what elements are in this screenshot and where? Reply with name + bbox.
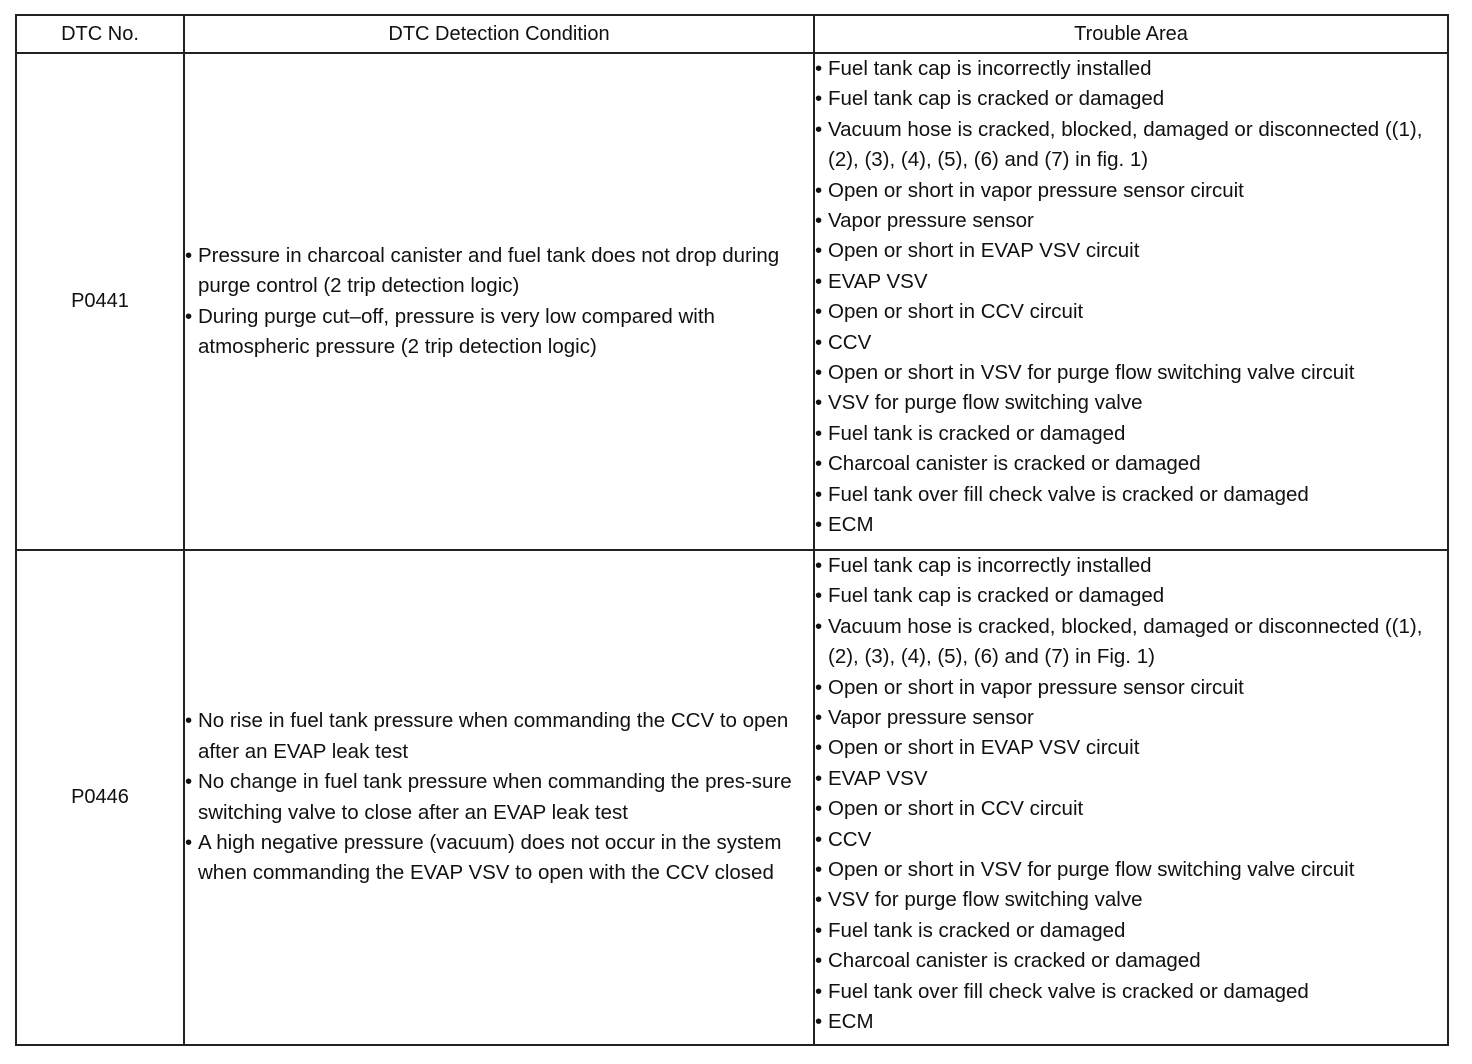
header-row [16,15,1448,53]
trouble-area-item: • Fuel tank over fill check valve is cracked or damaged [815,977,1447,1007]
trouble-area-item: • Fuel tank is cracked or damaged [815,419,1447,449]
trouble-area-item: • Open or short in vapor pressure sensor circuit [815,673,1447,703]
header-dtc-no: DTC No. [16,15,184,53]
table-row [16,550,1448,1045]
trouble-area-item: • Charcoal canister is cracked or damaged [815,449,1447,479]
trouble-area-list [815,54,1447,541]
trouble-area-item: • CCV [815,328,1447,358]
header-trouble-area: Trouble Area [814,15,1448,53]
trouble-area-item: • Vacuum hose is cracked, blocked, damaged or disconnected ((1), (2), (3), (4), (5), (6) and (7) in Fig. 1) [815,612,1447,673]
condition-item: • A high negative pressure (vacuum) does not occur in the system when commanding the EVAP VSV to open with the CCV closed [185,828,813,889]
header-detection-condition: DTC Detection Condition [184,15,814,53]
trouble-area-item: • Fuel tank over fill check valve is cracked or damaged [815,480,1447,510]
trouble-area-item: • Open or short in CCV circuit [815,297,1447,327]
trouble-area-list [815,551,1447,1038]
trouble-area-item: • Fuel tank cap is cracked or damaged [815,581,1447,611]
trouble-area-item: • Open or short in VSV for purge flow switching valve circuit [815,358,1447,388]
trouble-area-item: • Open or short in EVAP VSV circuit [815,733,1447,763]
trouble-area-cell [814,53,1448,550]
condition-item: • Pressure in charcoal canister and fuel tank does not drop during purge control (2 trip detection logic) [185,241,813,302]
trouble-area-item: • Vacuum hose is cracked, blocked, damaged or disconnected ((1), (2), (3), (4), (5), (6) and (7) in fig. 1) [815,115,1447,176]
trouble-area-item: • Vapor pressure sensor [815,206,1447,236]
trouble-area-item: • Fuel tank cap is cracked or damaged [815,84,1447,114]
trouble-area-item: • Fuel tank cap is incorrectly installed [815,551,1447,581]
condition-item: • No change in fuel tank pressure when commanding the pres-sure switching valve to close after an EVAP leak test [185,767,813,828]
detection-condition-cell [184,53,814,550]
condition-list [185,241,813,363]
condition-item: • During purge cut–off, pressure is very low compared with atmospheric pressure (2 trip detection logic) [185,302,813,363]
trouble-area-item: • Fuel tank is cracked or damaged [815,916,1447,946]
trouble-area-item: • Open or short in EVAP VSV circuit [815,236,1447,266]
trouble-area-item: • Vapor pressure sensor [815,703,1447,733]
trouble-area-item: • Fuel tank cap is incorrectly installed [815,54,1447,84]
trouble-area-item: • EVAP VSV [815,267,1447,297]
trouble-area-item: • Open or short in vapor pressure sensor circuit [815,176,1447,206]
trouble-area-item: • Open or short in VSV for purge flow switching valve circuit [815,855,1447,885]
dtc-code: P0441 [16,53,184,550]
detection-condition-cell [184,550,814,1045]
trouble-area-item: • VSV for purge flow switching valve [815,885,1447,915]
trouble-area-item: • CCV [815,825,1447,855]
trouble-area-item: • VSV for purge flow switching valve [815,388,1447,418]
dtc-code: P0446 [16,550,184,1045]
table-row [16,53,1448,550]
trouble-area-cell [814,550,1448,1045]
trouble-area-item: • EVAP VSV [815,764,1447,794]
trouble-area-item: • Open or short in CCV circuit [815,794,1447,824]
condition-item: • No rise in fuel tank pressure when commanding the CCV to open after an EVAP leak test [185,706,813,767]
dtc-table [15,14,1449,1046]
trouble-area-item: • ECM [815,1007,1447,1037]
trouble-area-item: • ECM [815,510,1447,540]
trouble-area-item: • Charcoal canister is cracked or damaged [815,946,1447,976]
condition-list [185,706,813,888]
